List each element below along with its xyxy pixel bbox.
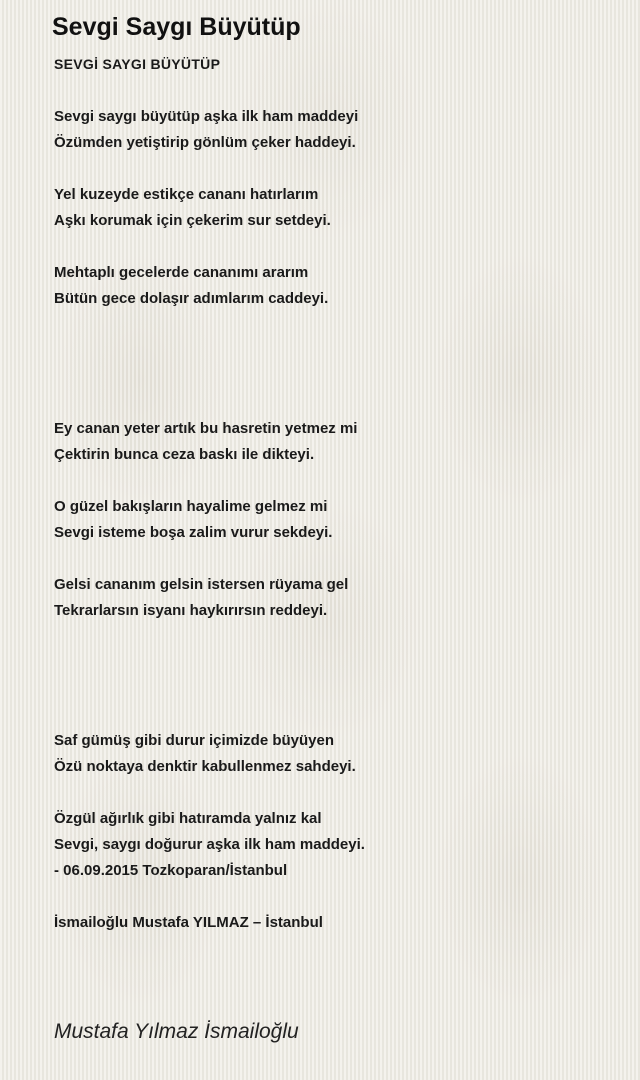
poem-line: Saf gümüş gibi durur içimizde büyüyen: [54, 732, 335, 749]
poem-line: Sevgi, saygı doğurur aşka ilk ham maddeyi.: [54, 836, 365, 853]
date-place: - 06.09.2015 Tozkoparan/İstanbul: [54, 862, 288, 879]
poem-line: Ey canan yeter artık bu hasretin yetmez mi: [54, 420, 358, 437]
stanza-7: [54, 728, 614, 780]
poem-line: Çektirin bunca ceza baskı ile dikteyi.: [54, 446, 315, 463]
author-stanza: [54, 910, 614, 936]
poem-line: Aşkı korumak için çekerim sur setdeyi.: [54, 212, 331, 229]
page-title: Sevgi Saygı Büyütüp: [52, 13, 301, 41]
poem-line: Tekrarlarsın isyanı haykırırsın reddeyi.: [54, 602, 328, 619]
poem-body: [54, 104, 614, 962]
section-gap: [54, 650, 614, 728]
stanza-5: [54, 494, 614, 546]
stanza-1: [54, 104, 614, 156]
poem-line: Yel kuzeyde estikçe cananı hatırlarım: [54, 186, 319, 203]
poem-line: Özümden yetiştirip gönlüm çeker haddeyi.: [54, 134, 356, 151]
poet-signature: Mustafa Yılmaz İsmailoğlu: [54, 1020, 299, 1043]
poem-line: Gelsi cananım gelsin istersen rüyama gel: [54, 576, 349, 593]
section-gap: [54, 338, 614, 416]
stanza-8: [54, 806, 614, 884]
poem-line: Sevgi isteme boşa zalim vurur sekdeyi.: [54, 524, 333, 541]
poem-line: O güzel bakışların hayalime gelmez mi: [54, 498, 328, 515]
poem-line: Özgül ağırlık gibi hatıramda yalnız kal: [54, 810, 322, 827]
poem-subtitle: SEVGİ SAYGI BÜYÜTÜP: [54, 56, 221, 72]
poem-line: Özü noktaya denktir kabullenmez sahdeyi.: [54, 758, 356, 775]
stanza-3: [54, 260, 614, 312]
stanza-6: [54, 572, 614, 624]
stanza-4: [54, 416, 614, 468]
stanza-2: [54, 182, 614, 234]
poem-line: Bütün gece dolaşır adımlarım caddeyi.: [54, 290, 329, 307]
author-line: İsmailoğlu Mustafa YILMAZ – İstanbul: [54, 914, 323, 931]
poem-line: Mehtaplı gecelerde cananımı ararım: [54, 264, 309, 281]
poem-line: Sevgi saygı büyütüp aşka ilk ham maddeyi: [54, 108, 359, 125]
